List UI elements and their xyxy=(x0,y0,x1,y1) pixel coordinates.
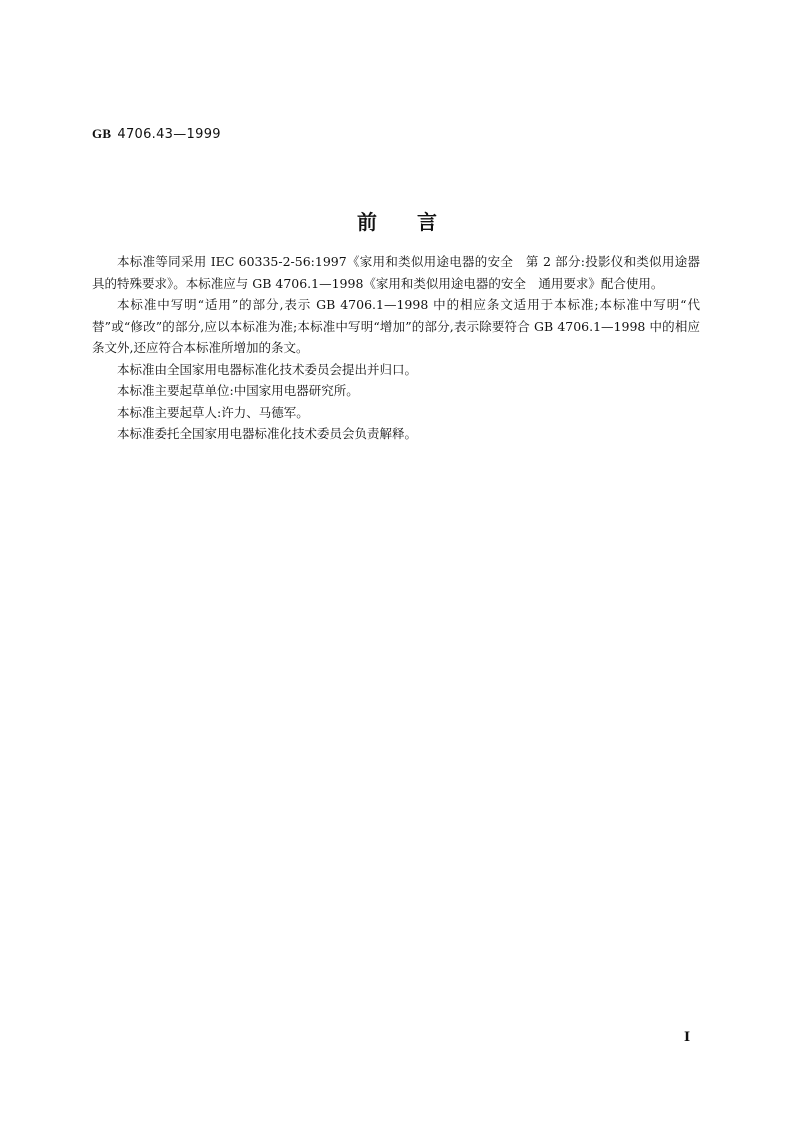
foreword-body xyxy=(92,251,700,445)
document-header xyxy=(92,126,221,142)
standard-prefix: GB xyxy=(92,126,112,141)
paragraph-interpretation: 本标准委托全国家用电器标准化技术委员会负责解释。 xyxy=(117,426,418,441)
paragraph-drafters: 本标准主要起草人:许力、马德军。 xyxy=(117,404,309,420)
paragraph-drafting-unit: 本标准主要起草单位:中国家用电器研究所。 xyxy=(117,383,359,398)
paragraph-usage-terms: 本标准中写明“适用”的部分,表示 GB 4706.1—1998 中的相应条文适用于本标准;本标准中写明“代替”或“修改”的部分,应以本标准为准;本标准中写明“增加”的部分,表示除要符合 GB 4706.1—1998 中的相应条文外,还应符合本标准所增加的条文。 xyxy=(92,297,700,355)
paragraph-adoption: 本标准等同采用 IEC 60335-2-56:1997《家用和类似用途电器的安全 第 2 部分:投影仪和类似用途器具的特殊要求》。本标准应与 GB 4706.1—1998《家用和类似用途电器的安全 通用要求》配合使用。 xyxy=(92,254,700,291)
paragraph-proposer: 本标准由全国家用电器标准化技术委员会提出并归口。 xyxy=(117,361,418,377)
page-number: Ⅰ xyxy=(684,1029,691,1044)
standard-number: 4706.43—1999 xyxy=(117,127,221,142)
page-title: 前言 xyxy=(357,210,477,234)
